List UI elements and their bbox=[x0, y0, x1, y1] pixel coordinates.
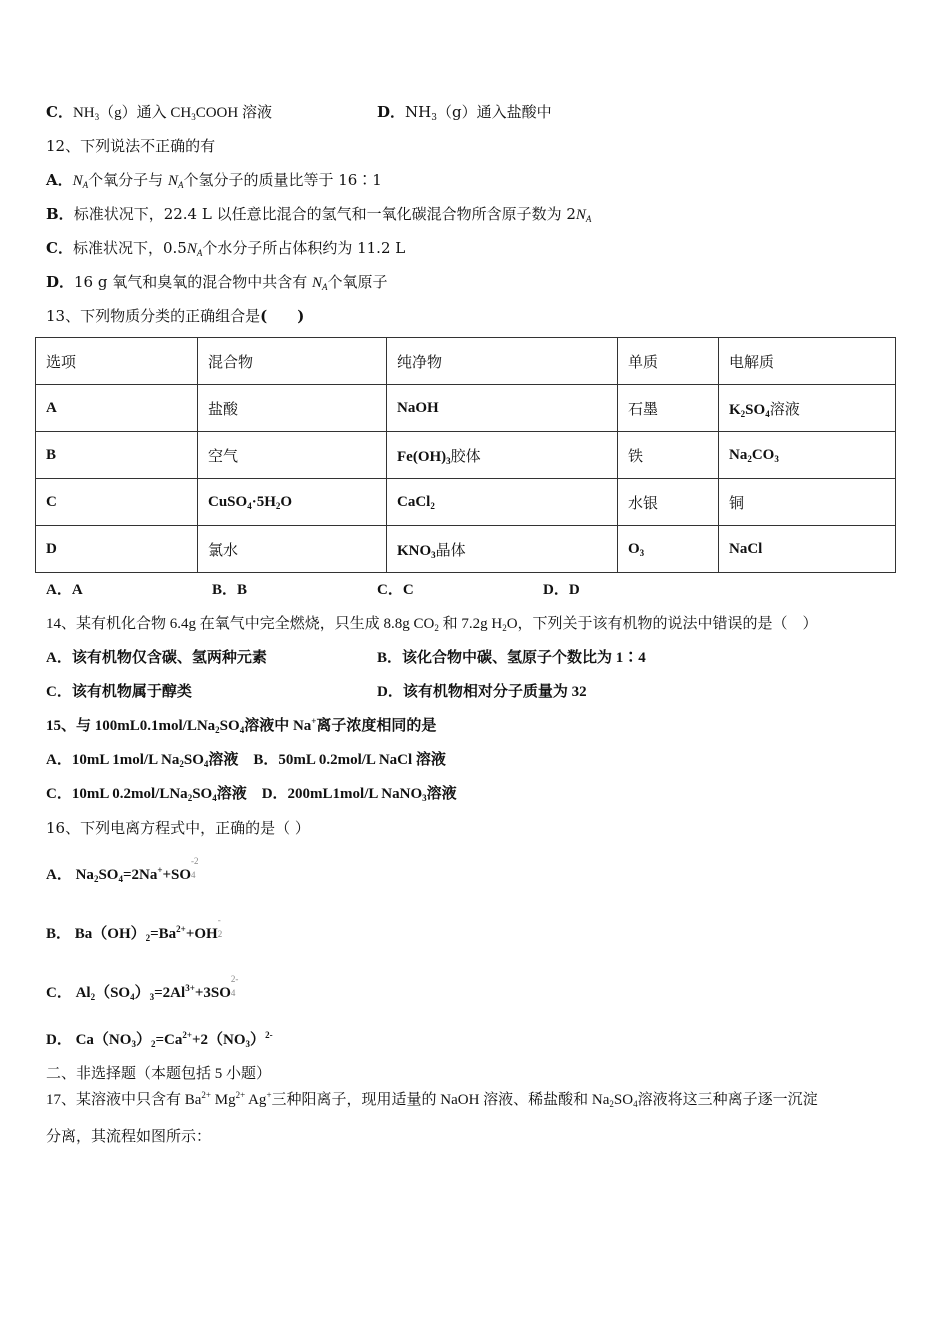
cell-electrolyte: 铜 bbox=[719, 479, 896, 526]
cell-option: B bbox=[36, 432, 198, 479]
cell-element: 石墨 bbox=[618, 385, 719, 432]
q14-option-b: B．该化合物中碳、氢原子个数比为 1∶4 bbox=[377, 650, 646, 666]
q16-option-b: B． $Ba(OH)_2=Ba^{2+}+OH$ - 2 bbox=[46, 924, 230, 944]
q15-option-c: C．10mL $0.2mol/LNa_2SO_4$溶液 bbox=[46, 786, 247, 803]
q16-option-c: C． $Al_2(SO_4)_3=2Al^{3+}+3SO$ 2- 4 bbox=[46, 983, 243, 1003]
table-row bbox=[36, 526, 896, 573]
cell-pure: CaCl$_2$ bbox=[387, 479, 618, 526]
table-row bbox=[36, 385, 896, 432]
q11-option-d bbox=[377, 102, 552, 122]
cell-element: $O_3$ bbox=[618, 526, 719, 573]
q14-option-d: D．该有机物相对分子质量为 32 bbox=[377, 684, 587, 700]
q15-options-ab bbox=[46, 750, 446, 770]
q17-stem: 17、某溶液中只含有 $Ba^{2+}$ $Mg^{2+}$ Ag+三种阳离子，现用适量的 NaOH 溶液、稀盐酸和 $Na_2SO_4$溶液将这三种离子逐一沉淀 bbox=[46, 1090, 818, 1109]
q16-stem: 16、下列电离方程式中，正确的是（ ） bbox=[46, 819, 310, 837]
cell-electrolyte: $K_2SO_4$溶液 bbox=[719, 385, 896, 432]
cell-electrolyte: NaCl bbox=[719, 526, 896, 573]
cell-option: A bbox=[36, 385, 198, 432]
q14-stem: 14、某有机化合物 6.4g 在氧气中完全燃烧，只生成 8.8g $CO_2$ 和 7.2g $H_2O$，下列关于该有机物的说法中错误的是（ ） bbox=[46, 616, 818, 633]
cell-mixture: 盐酸 bbox=[198, 385, 387, 432]
q13-stem: 13、下列物质分类的正确组合是( ) bbox=[46, 307, 305, 325]
cell-mixture: 氯水 bbox=[198, 526, 387, 573]
q15-option-b: B．50mL 0.2mol/L NaCl 溶液 bbox=[253, 752, 446, 768]
header-cell: 选项 bbox=[36, 338, 198, 385]
header-cell: 电解质 bbox=[719, 338, 896, 385]
cell-electrolyte: $Na_2CO_3$ bbox=[719, 432, 896, 479]
q15-options-cd bbox=[46, 784, 457, 804]
charge-stack: 2- 4 bbox=[230, 974, 239, 998]
q12-option-a: A．$N_A$个氧分子与 $N_A$个氢分子的质量比等于 16∶1 bbox=[46, 171, 382, 190]
cell-mixture: $CuSO_4\cdot 5H_2O$ bbox=[198, 479, 387, 526]
q14-option-c: C．该有机物属于醇类 bbox=[46, 684, 192, 700]
option-text: $NH_3(g)$通入 $CH_3COOH$ 溶液 bbox=[72, 105, 272, 122]
classification-table bbox=[35, 337, 896, 573]
q13-answer-d: D．D bbox=[543, 582, 580, 598]
q16-option-a: A． $Na_2SO_4=2Na^++SO$ -2 4 bbox=[46, 865, 203, 885]
header-cell: 单质 bbox=[618, 338, 719, 385]
q12-stem: 12、下列说法不正确的有 bbox=[46, 137, 216, 155]
cell-element: 铁 bbox=[618, 432, 719, 479]
cell-option: C bbox=[36, 479, 198, 526]
table-header-row bbox=[36, 338, 896, 385]
q15-option-a: A．10mL 1mol/L $Na_2SO_4$溶液 bbox=[46, 752, 239, 769]
header-cell: 纯净物 bbox=[387, 338, 618, 385]
q11-option-c bbox=[46, 102, 272, 123]
cell-pure: NaOH bbox=[387, 385, 618, 432]
q12-option-d: D．16 g 氧气和臭氧的混合物中共含有 $N_A$个氧原子 bbox=[46, 273, 388, 292]
q17-stem-line2: 分离，其流程如图所示： bbox=[46, 1129, 212, 1145]
q12-option-c: C．标准状况下，$0.5N_A$个水分子所占体积约为 11.2 L bbox=[46, 239, 406, 258]
q12-option-b: B．标准状况下，22.4 L 以任意比混合的氢气和一氧化碳混合物所含原子数为 $2N_A$ bbox=[46, 205, 592, 224]
q13-answer-a: A．A bbox=[46, 582, 83, 598]
cell-option: D bbox=[36, 526, 198, 573]
table-row bbox=[36, 479, 896, 526]
cell-pure: $Fe(OH)_3$胶体 bbox=[387, 432, 618, 479]
charge-stack: -2 4 bbox=[191, 856, 199, 880]
cell-mixture: 空气 bbox=[198, 432, 387, 479]
cell-pure: $KNO_3$晶体 bbox=[387, 526, 618, 573]
q13-answer-b: B．B bbox=[212, 582, 248, 598]
option-label: D． bbox=[377, 103, 406, 121]
charge-stack: - 2 bbox=[217, 915, 223, 939]
option-text: $NH_3(g)$通入盐酸中 bbox=[405, 103, 552, 123]
option-label: C． bbox=[46, 103, 73, 121]
q15-stem: 15、与 $100mL0.1mol/LNa_2SO_4$溶液中 Na+离子浓度相同的是 bbox=[46, 716, 437, 735]
header-cell: 混合物 bbox=[198, 338, 387, 385]
table-row bbox=[36, 432, 896, 479]
q14-option-a: A．该有机物仅含碳、氢两种元素 bbox=[46, 650, 267, 666]
section-title: 二、非选择题（本题包括 5 小题） bbox=[46, 1066, 272, 1082]
cell-element: 水银 bbox=[618, 479, 719, 526]
q16-option-d: D． $Ca(NO_3)_2=Ca^{2+}+2(NO_3)^{2-}$ bbox=[46, 1030, 273, 1049]
q15-option-d: D．200mL1mol/L NaNO$_3$溶液 bbox=[261, 786, 457, 803]
q13-answer-c: C．C bbox=[377, 582, 414, 598]
